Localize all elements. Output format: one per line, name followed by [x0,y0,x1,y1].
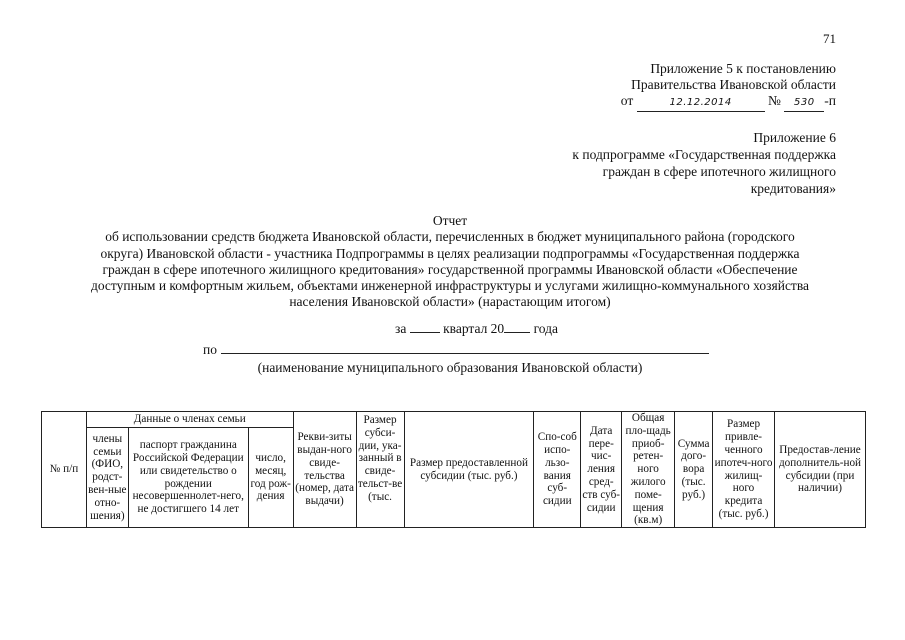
municipality-line [203,341,709,358]
appendix-6-line1: Приложение 6 [753,130,836,145]
certificate-requisites-header: Рекви-зиты выдан-ного свиде-тельства (номер, дата выдачи) [293,412,356,528]
passport-header: паспорт гражданина Российской Федерации или свидетельство о рождении несовершеннолет-него, не достигшего 14 лет [128,428,248,528]
subsidy-provided-header: Размер предоставленной субсидии (тыс. руб.) [404,412,534,528]
family-members-header: члены семьи (ФИО, родст-вен-ные отно-шения) [86,428,128,528]
municipality-hint: (наименование муниципального образования Ивановской области) [257,360,643,375]
appendix-5-line2: Правительства Ивановской области [631,77,836,92]
decree-number-label: № [768,93,781,108]
appendix-6-header [480,129,836,197]
report-line4: доступным и комфортным жильем, объектами инженерной инфраструктуры и услугами жилищно-коммунального хозяйства [90,278,810,294]
decree-number-handwritten: 530 [784,97,824,112]
period-prefix: за [395,321,407,336]
decree-number-suffix: -п [824,93,836,108]
report-heading [20,213,880,311]
by-label: по [203,342,217,357]
family-data-group-header: Данные о членах семьи [86,412,293,428]
appendix-5-line1: Приложение 5 к постановлению [650,61,836,76]
appendix-6-line3: граждан в сфере ипотечного жилищного [602,164,836,179]
birth-date-header: число, месяц, год рож-дения [248,428,293,528]
decree-from-label: от [620,93,634,108]
appendix-6-line4: кредитования» [750,181,836,196]
decree-date-line [540,93,836,112]
mortgage-amount-header: Размер привле-ченного ипотеч-ного жилищ-ного кредита (тыс. руб.) [713,412,775,528]
report-line1: об использовании средств бюджета Ивановской области, перечисленных в бюджет муниципального района (городского [105,229,795,245]
report-line3: граждан в сфере ипотечного жилищного кредитования» государственной программы Ивановской области «Обеспечение [102,261,798,277]
report-title: Отчет [432,213,468,228]
page-number: 71 [823,31,836,46]
col-number-header: № п/п [42,412,87,528]
housing-area-header: Общая пло-щадь приоб-ретен-ного жилого поме-щения (кв.м) [622,412,675,528]
appendix-6-line2: к подпрограмме «Государственная поддержка [572,147,836,162]
subsidy-use-method-header: Спо-соб испо-льзо-вания суб-сидии [534,412,581,528]
municipality-blank [221,341,709,354]
report-line2: округа) Ивановской области - участника Подпрограммы в целях реализации подпрограммы «Государственная поддержка [100,245,800,261]
transfer-date-header: Дата пере-чис-ления сред-ств суб-сидии [581,412,622,528]
report-table [41,411,866,528]
year-blank [504,321,530,333]
quarter-blank [410,321,440,333]
decree-date-handwritten: 12.12.2014 [637,97,765,112]
period-middle: квартал 20 [443,321,505,336]
report-period [395,321,558,337]
appendix-5-header [540,61,836,112]
period-suffix: года [533,321,558,336]
additional-subsidy-header: Предостав-ление дополнитель-ной субсидии (при наличии) [775,412,866,528]
report-line5: населения Ивановской области» (нарастающим итогом) [289,294,611,310]
subsidy-in-certificate-header: Размер субси-дии, ука-занный в свиде-тельст-ве (тыс. [356,412,404,528]
contract-sum-header: Сумма дого-вора (тыс. руб.) [675,412,713,528]
